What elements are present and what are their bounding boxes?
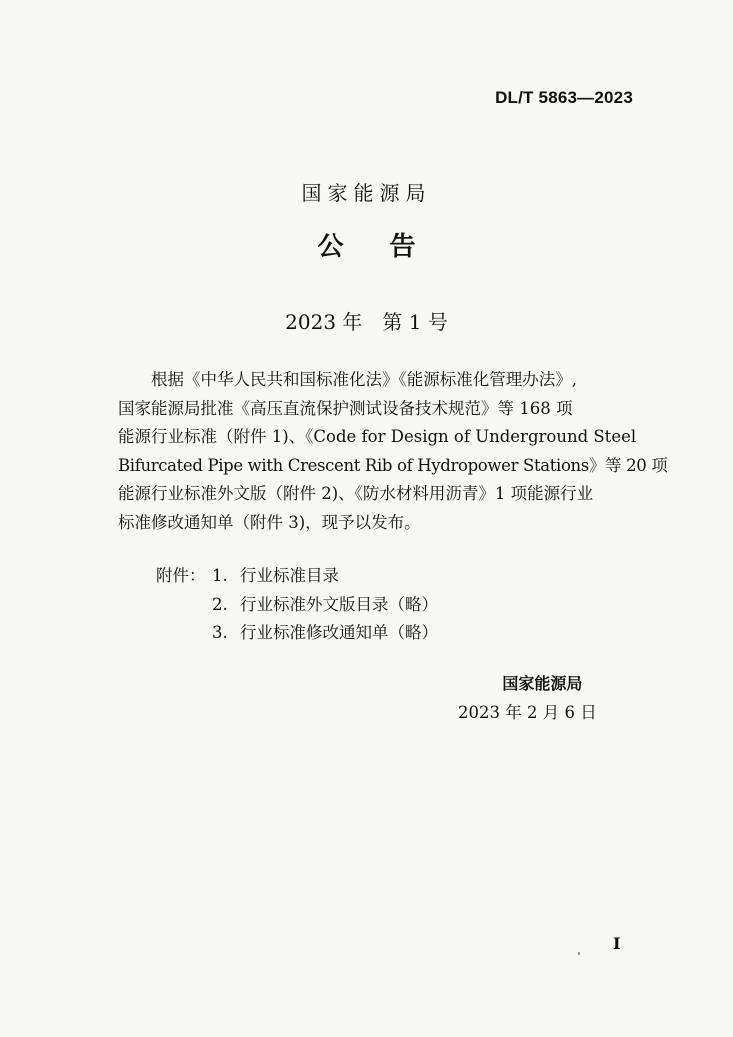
- attachment-item: [156, 619, 438, 648]
- signature-block: [458, 670, 597, 727]
- body-line: 能源行业标准（附件 1)、《Code for Design of Underground Steel: [118, 427, 637, 447]
- body-line: 标准修改通知单（附件 3)，现予以发布。: [118, 512, 421, 532]
- attachment-item: [156, 591, 438, 620]
- issuing-agency: 国家能源局: [301, 181, 432, 205]
- body-line: 能源行业标准外文版（附件 2)、《防水材料用沥青》1 项能源行业: [118, 484, 594, 504]
- body-line: 国家能源局批准《高压直流保护测试设备技术规范》等 168 项: [118, 398, 573, 418]
- signature-agency: 国家能源局: [502, 674, 583, 693]
- attachment-number: 2.: [212, 594, 228, 614]
- body-line: Bifurcated Pipe with Crescent Rib of Hydropower Stations》等 20 项: [118, 455, 668, 475]
- attachment-number: 1.: [212, 566, 228, 585]
- attachments-prefix: 附件：: [156, 566, 206, 585]
- attachment-title: 行业标准外文版目录（略）: [240, 594, 438, 614]
- body-line: 根据《中华人民共和国标准化法》《能源标准化管理办法》,: [151, 370, 577, 389]
- standard-code: DL/T 5863—2023: [495, 88, 633, 107]
- notice-title: 公告: [317, 232, 462, 262]
- notice-body: [118, 366, 668, 538]
- attachment-title: 行业标准修改通知单（略）: [240, 623, 438, 643]
- attachment-number: 3.: [212, 623, 228, 643]
- page-number: I: [613, 934, 621, 953]
- attachment-item: [156, 562, 438, 591]
- scan-speck: [578, 952, 580, 955]
- attachment-title: 行业标准目录: [240, 566, 339, 585]
- attachments-list: [156, 562, 438, 648]
- signature-date: 2023 年 2 月 6 日: [458, 702, 597, 722]
- notice-number: 2023 年 第 1 号: [285, 310, 448, 334]
